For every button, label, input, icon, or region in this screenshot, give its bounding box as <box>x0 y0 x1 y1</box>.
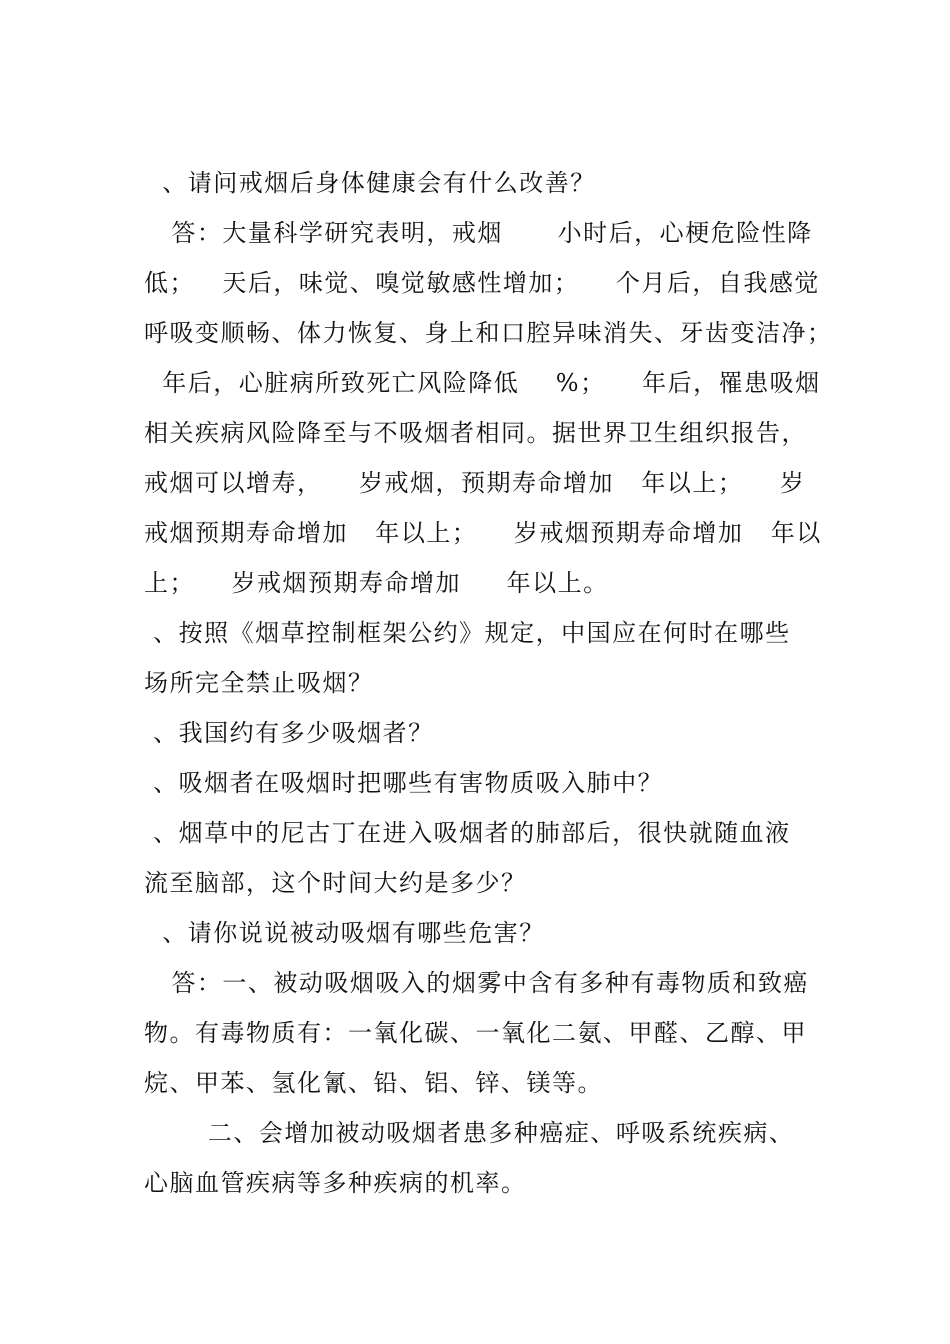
answer-line: 答：大量科学研究表明，戒烟 小时后，心梗危险性降 <box>144 219 813 247</box>
text-line: 物。有毒物质有：一氧化碳、一氧化二氨、甲醛、乙醇、甲 <box>144 1019 807 1047</box>
question-line: 、我国约有多少吸烟者？ <box>144 719 434 747</box>
text-line: 上； 岁戒烟预期寿命增加 年以上。 <box>144 569 609 597</box>
text-line: 二、会增加被动吸烟者患多种癌症、呼吸系统疾病、 <box>144 1119 795 1147</box>
text-line: 戒烟可以增寿， 岁戒烟，预期寿命增加 年以上； 岁 <box>144 469 806 497</box>
text-line: 烷、甲苯、氢化氰、铅、铝、锌、镁等。 <box>144 1069 603 1097</box>
text-line: 流至脑部，这个时间大约是多少？ <box>144 869 527 897</box>
question-line: 、烟草中的尼古丁在进入吸烟者的肺部后，很快就随血液 <box>144 819 791 847</box>
question-line: 、按照《烟草控制框架公约》规定，中国应在何时在哪些 <box>144 619 791 647</box>
answer-line: 答：一、被动吸烟吸入的烟雾中含有多种有毒物质和致癌 <box>144 969 809 997</box>
text-line: 相关疾病风险降至与不吸烟者相同。据世界卫生组织报告， <box>144 419 807 447</box>
question-line: 、请你说说被动吸烟有哪些危害？ <box>144 919 545 947</box>
text-line: 场所完全禁止吸烟？ <box>144 669 374 697</box>
text-line: 戒烟预期寿命增加 年以上； 岁戒烟预期寿命增加 年以 <box>144 519 822 547</box>
text-line: 呼吸变顺畅、体力恢复、身上和口腔异味消失、牙齿变洁净； <box>144 319 833 347</box>
text-line: 年后，心脏病所致死亡风险降低 %； 年后，罹患吸烟 <box>144 369 821 397</box>
question-line: 、请问戒烟后身体健康会有什么改善？ <box>144 169 596 197</box>
question-line: 、吸烟者在吸烟时把哪些有害物质吸入肺中？ <box>144 769 664 797</box>
text-line: 低； 天后，味觉、嗅觉敏感性增加； 个月后，自我感觉 <box>144 269 820 297</box>
text-line: 心脑血管疾病等多种疾病的机率。 <box>144 1169 527 1197</box>
